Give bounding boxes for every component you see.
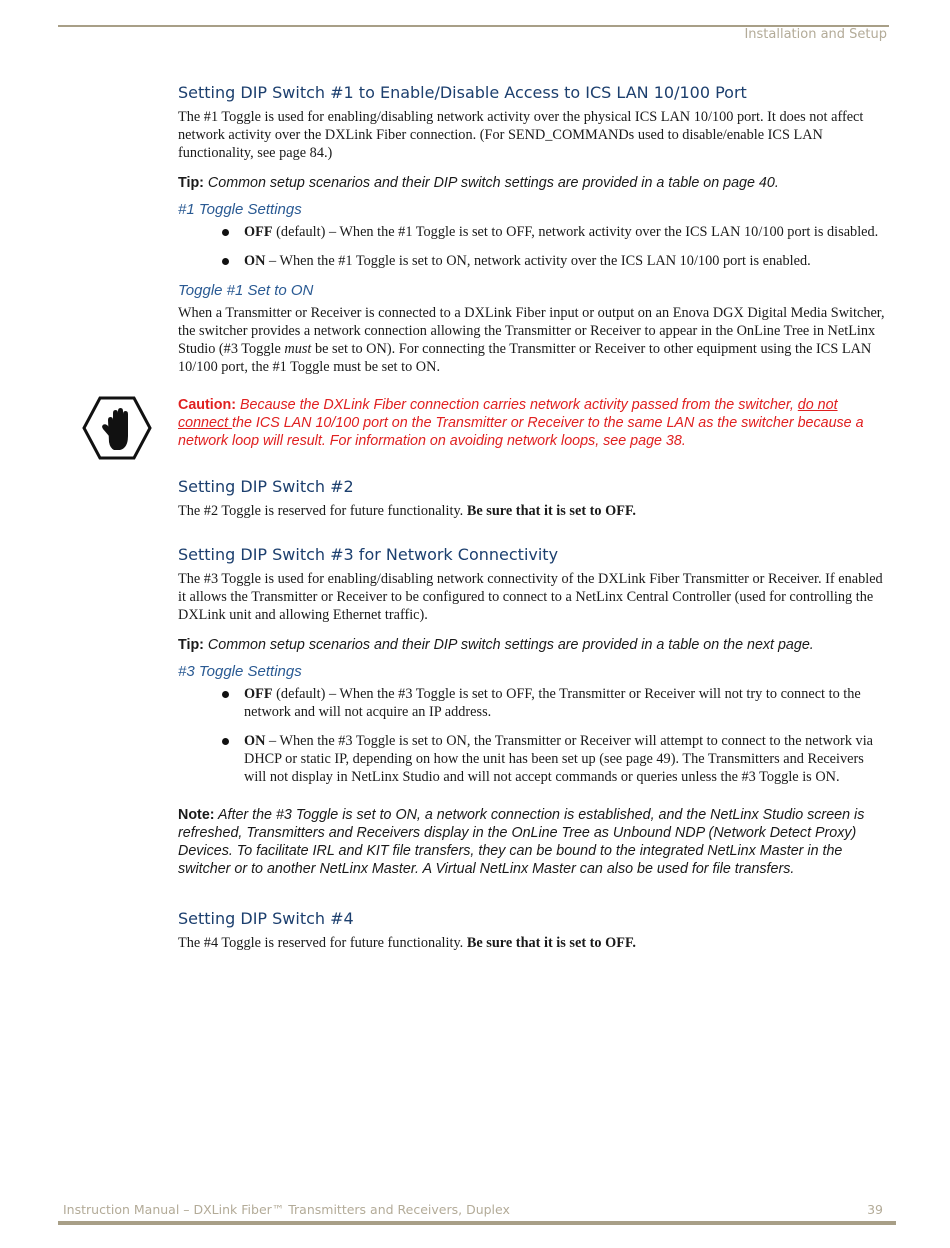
footer-doc-title: Instruction Manual – DXLink Fiber™ Transmitters and Receivers, Duplex xyxy=(63,1202,510,1217)
subheading-toggle3-settings: #3 Toggle Settings xyxy=(178,663,302,680)
bullet-icon xyxy=(222,258,229,265)
stop-hand-icon xyxy=(82,396,152,460)
section-title-dip3: Setting DIP Switch #3 for Network Connectivity xyxy=(178,545,559,564)
section-paragraph: The #2 Toggle is reserved for future functionality. Be sure that it is set to OFF. xyxy=(178,503,636,519)
section-title-dip2: Setting DIP Switch #2 xyxy=(178,477,354,496)
section-paragraph: The #1 Toggle is used for enabling/disabling network activity over the physical ICS LAN 10/100 port. It does not affect network activity over the DXLink Fiber connection. (For SEND_COMMANDs used to disable/enable ICS LAN functionality, see page 84.) xyxy=(178,109,864,161)
section-paragraph: The #4 Toggle is reserved for future functionality. Be sure that it is set to OFF. xyxy=(178,935,636,951)
bullet-list xyxy=(178,223,888,270)
running-footer xyxy=(63,1202,883,1217)
list-item: OFF (default) – When the #3 Toggle is set to OFF, the Transmitter or Receiver will not try to connect to the network and will not acquire an IP address. xyxy=(178,685,888,721)
footer-rule xyxy=(58,1221,896,1225)
bullet-list xyxy=(178,685,888,786)
section-title-dip1: Setting DIP Switch #1 to Enable/Disable Access to ICS LAN 10/100 Port xyxy=(178,83,747,102)
section-title-dip4: Setting DIP Switch #4 xyxy=(178,909,354,928)
list-item: ON – When the #3 Toggle is set to ON, the Transmitter or Receiver will attempt to connect to the network via DHCP or static IP, depending on how the unit has been set up (see page 49). The Transmitters and Receivers will not display in NetLinx Studio and will not accept commands or queries unless the #3 Toggle is ON. xyxy=(178,732,888,786)
caution-text: Caution: Because the DXLink Fiber connection carries network activity passed from the switcher, do not connect the ICS LAN 10/100 port on the Transmitter or Receiver to the same LAN as the switcher because a network loop will result. For information on avoiding network loops, see page 38. xyxy=(178,397,864,449)
tip: Tip: Common setup scenarios and their DIP switch settings are provided in a table on page 40. xyxy=(178,175,779,191)
section-paragraph: The #3 Toggle is used for enabling/disabling network connectivity of the DXLink Fiber Transmitter or Receiver. If enabled it allows the Transmitter or Receiver to be configured to connect to a NetLinx Central Controller (used for controlling the DXLink unit and allowing Ethernet traffic). xyxy=(178,571,883,623)
subheading-toggle1-settings: #1 Toggle Settings xyxy=(178,201,302,218)
bullet-icon xyxy=(222,738,229,745)
section-paragraph: When a Transmitter or Receiver is connected to a DXLink Fiber input or output on an Enova DGX Digital Media Switcher, the switcher provides a network connection allowing the Transmitter or Receiver to appear in the OnLine Tree in NetLinx Studio (#3 Toggle must be set to ON). For connecting the Transmitter or Receiver to other equipment using the ICS LAN 10/100 port, the #1 Toggle must be set to ON. xyxy=(178,305,885,375)
running-header: Installation and Setup xyxy=(744,27,887,42)
page-number: 39 xyxy=(867,1202,883,1217)
bullet-icon xyxy=(222,691,229,698)
bullet-icon xyxy=(222,229,229,236)
caution-block xyxy=(178,396,888,450)
list-item: ON – When the #1 Toggle is set to ON, network activity over the ICS LAN 10/100 port is enabled. xyxy=(178,252,888,270)
page-content xyxy=(178,82,888,964)
list-item: OFF (default) – When the #1 Toggle is set to OFF, network activity over the ICS LAN 10/100 port is disabled. xyxy=(178,223,888,241)
subheading-toggle1-on: Toggle #1 Set to ON xyxy=(178,282,314,299)
tip: Tip: Common setup scenarios and their DIP switch settings are provided in a table on the next page. xyxy=(178,637,814,653)
note: Note: After the #3 Toggle is set to ON, a network connection is established, and the NetLinx Studio screen is refreshed, Transmitters and Receivers display in the OnLine Tree as Unbound NDP (Network Detect Proxy) Devices. To facilitate IRL and KIT file transfers, they can be bound to the integrated NetLinx Master in the switcher or to another NetLinx Master. A Virtual NetLinx Master can also be used for file transfers. xyxy=(178,807,865,877)
